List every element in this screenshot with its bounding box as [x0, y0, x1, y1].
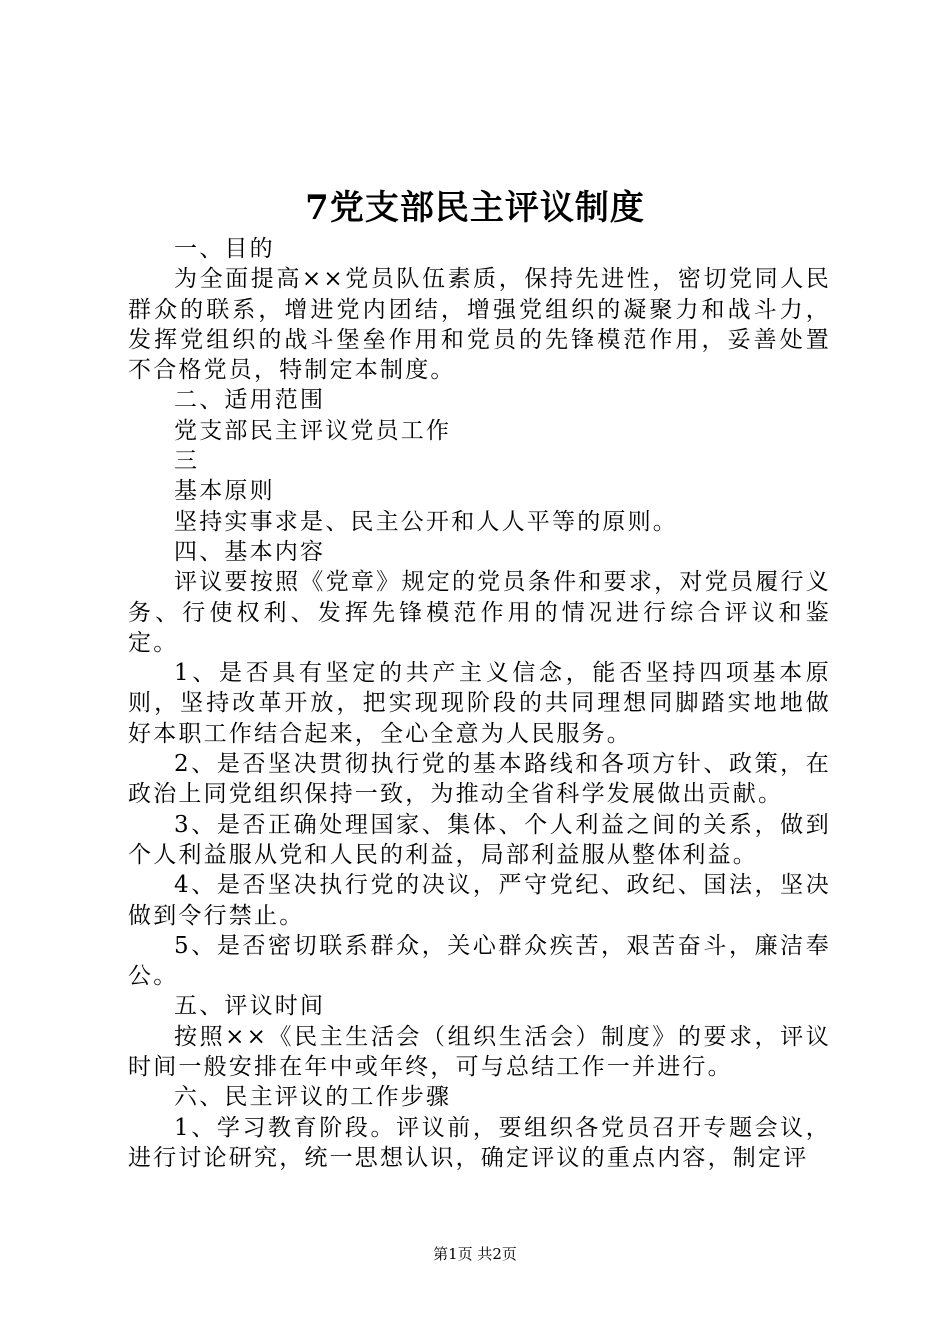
paragraph: 党支部民主评议党员工作	[174, 417, 452, 444]
paragraph: 评议要按照《党章》规定的党员条件和要求，对党员履行义务、行使权利、发挥先锋模范作用的情况进行综合评议和鉴定。	[128, 569, 831, 656]
list-item: 2、是否坚决贯彻执行党的基本路线和各项方针、政策，在政治上同党组织保持一致，为推动全省科学发展做出贡献。	[128, 751, 831, 808]
document-body	[128, 234, 831, 1173]
paragraph: 按照××《民主生活会（组织生活会）制度》的要求，评议时间一般安排在年中或年终，可与总结工作一并进行。	[128, 1023, 831, 1081]
section-heading: 一、目的	[174, 236, 275, 262]
paragraph: 坚持实事求是、民主公开和人人平等的原则。	[174, 508, 678, 535]
paragraph: 为全面提高××党员队伍素质，保持先进性，密切党同人民群众的联系，增进党内团结，增强党组织的凝聚力和战斗力，发挥党组织的战斗堡垒作用和党员的先锋模范作用，妥善处置不合格党员，特制定本制度。	[128, 266, 831, 384]
list-item: 4、是否坚决执行党的决议，严守党纪、政纪、国法，坚决做到令行禁止。	[128, 872, 831, 929]
document-title: 7党支部民主评议制度	[305, 188, 645, 228]
list-item: 1、是否具有坚定的共产主义信念，能否坚持四项基本原则，坚持改革开放，把实现现阶段的共同理想同脚踏实地地做好本职工作结合起来，全心全意为人民服务。	[128, 660, 831, 747]
list-item: 5、是否密切联系群众，关心群众疾苦，艰苦奋斗，廉洁奉公。	[128, 932, 831, 990]
section-heading: 基本原则	[174, 478, 275, 505]
section-heading: 六、民主评议的工作步骤	[174, 1084, 452, 1111]
page-footer: 第1页 共2页	[433, 1245, 517, 1263]
section-heading: 二、适用范围	[174, 387, 326, 414]
section-heading: 五、评议时间	[174, 993, 326, 1020]
section-heading: 三	[174, 448, 200, 475]
section-heading: 四、基本内容	[174, 538, 326, 565]
list-item: 3、是否正确处理国家、集体、个人利益之间的关系，做到个人利益服从党和人民的利益，局部利益服从整体利益。	[128, 811, 831, 868]
list-item: 1、学习教育阶段。评议前，要组织各党员召开专题会议，进行讨论研究，统一思想认识，确定评议的重点内容，制定评	[128, 1114, 831, 1171]
